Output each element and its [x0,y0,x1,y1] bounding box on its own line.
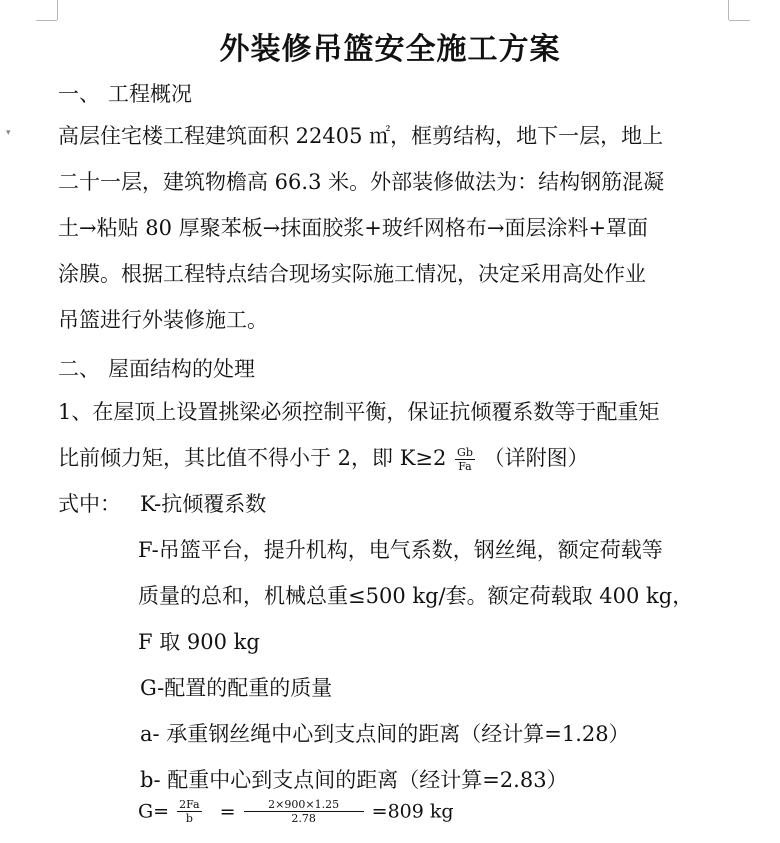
crop-mark-top-left-vertical [57,0,58,20]
paragraph-line: 高层住宅楼工程建筑面积 22405 ㎡，框剪结构，地下一层，地上 [58,124,664,148]
g-definition: G-配置的配重的质量 [140,676,333,700]
section-heading-1 [58,78,192,108]
overview-paragraph [58,113,664,343]
b-definition: b- 配重中心到支点间的距离（经计算=2.83） [140,768,568,792]
fraction-calculation [244,798,364,825]
section-label: 屋面结构的处理 [108,357,255,381]
see-figure-note: （详附图） [483,446,589,470]
item-1-paragraph [58,389,659,481]
fraction-numerator: 2Fa [179,798,200,811]
section-label: 工程概况 [108,82,192,106]
paragraph-line: 涂膜。根据工程特点结合现场实际施工情况，决定采用高处作业 [58,262,646,286]
paragraph-line: F 取 900 kg [138,630,260,654]
where-label: 式中： [58,492,121,516]
k-definition: K-抗倾覆系数 [140,492,267,516]
paragraph-line: F-吊篮平台，提升机构，电气系数，钢丝绳，额定荷载等 [138,538,663,562]
collapse-marker-icon[interactable]: ▾ [6,128,11,138]
crop-mark-top-right-vertical [728,0,729,20]
where-label-line [58,481,266,527]
fraction-numerator: 2×900×1.25 [244,798,364,812]
paragraph-line: 质量的总和，机械总重≤500 kg/套。额定荷载取 400 kg， [138,584,694,608]
section-heading-2 [58,353,255,383]
a-definition: a- 承重钢丝绳中心到支点间的距离（经计算=1.28） [140,722,630,746]
fraction-denominator: b [185,812,193,825]
section-number: 二、 [58,357,100,381]
ratio-text: 比前倾力矩，其比值不得小于 2，即 K≥2 [58,446,447,470]
counterweight-formula [138,798,454,840]
paragraph-line: 1、在屋顶上设置挑梁必须控制平衡，保证抗倾覆系数等于配重矩 [58,400,660,424]
fraction-denominator: Fa [458,460,472,473]
crop-mark-top-left-horizontal [36,20,57,21]
fraction-2fa-over-b [177,798,201,825]
paragraph-line: 土→粘贴 80 厚聚苯板→抹面胶浆+玻纤网格布→面层涂料+罩面 [58,216,649,240]
paragraph-line: 二十一层，建筑物檐高 66.3 米。外部装修做法为：结构钢筋混凝 [58,170,665,194]
paragraph-line: 吊篮进行外装修施工。 [58,308,268,332]
gb-over-fa-fraction [455,446,475,473]
page-title: 外装修吊篮安全施工方案 [219,32,561,67]
paragraph-line [58,435,659,481]
formula-result: =809 kg [371,800,454,823]
formula-equals: = [219,800,236,823]
fraction-numerator: Gb [457,446,473,459]
formula-lhs: G= [138,800,170,823]
section-number: 一、 [58,82,100,106]
fraction-denominator: 2.78 [291,812,316,825]
crop-mark-top-right-horizontal [729,20,750,21]
f-definition [138,527,693,665]
